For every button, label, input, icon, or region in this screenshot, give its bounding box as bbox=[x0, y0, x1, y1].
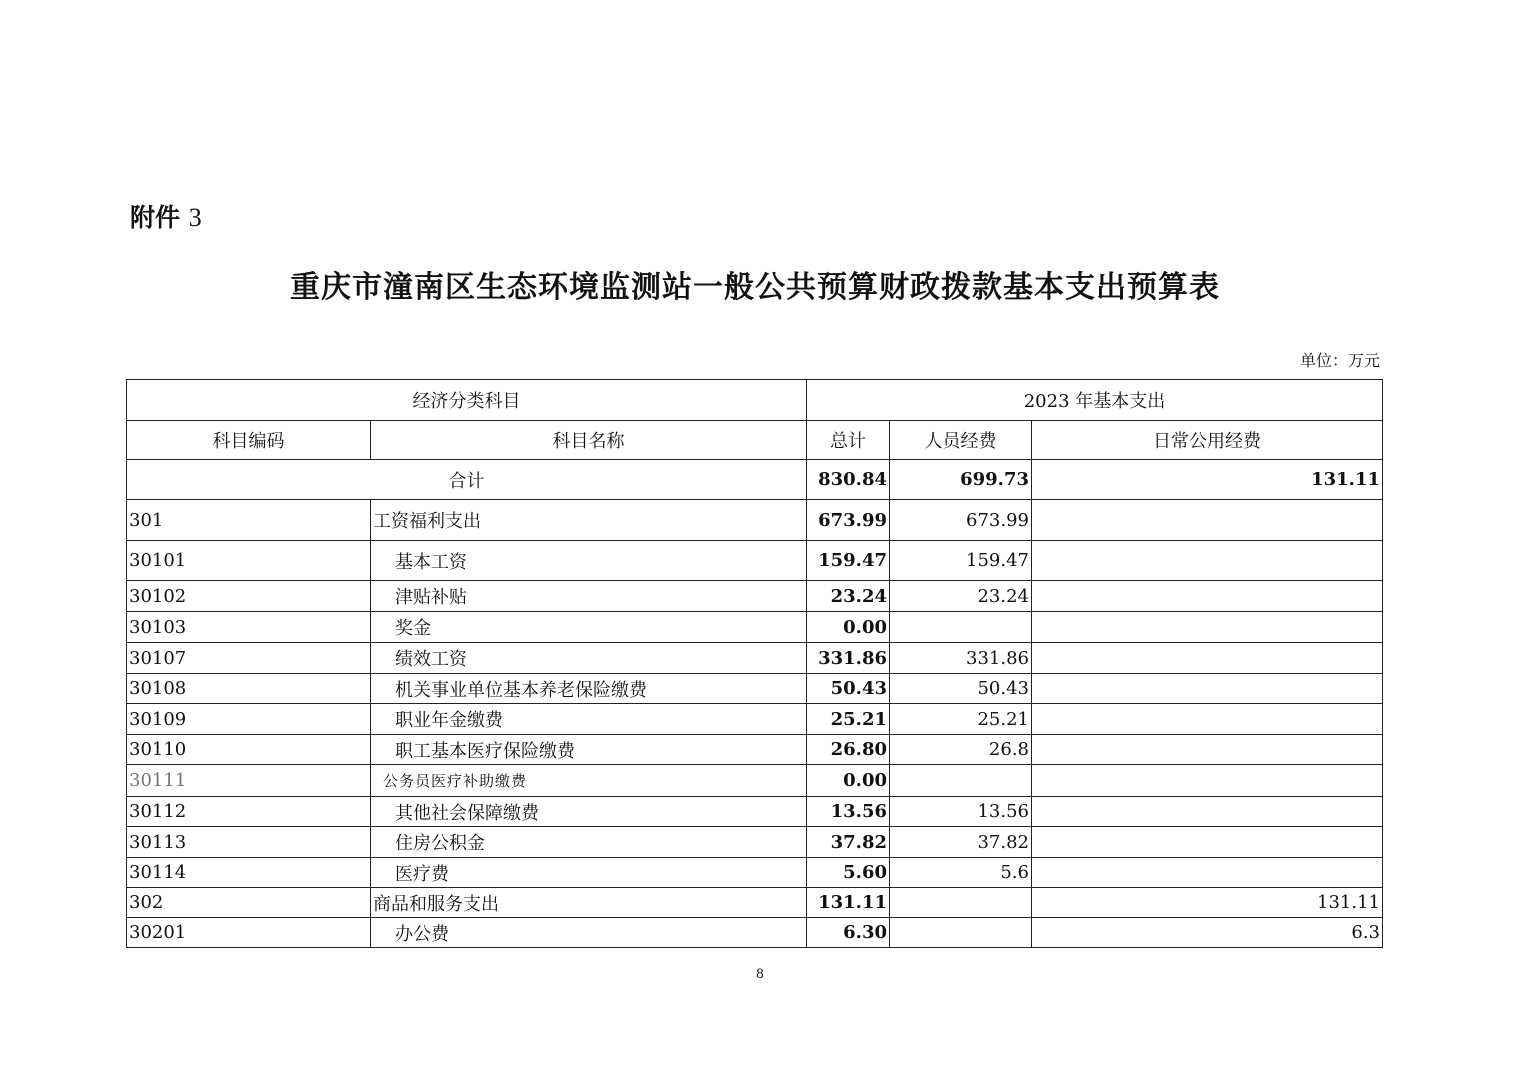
row-code: 30112 bbox=[127, 797, 371, 827]
table-row bbox=[127, 674, 1383, 704]
row-personnel: 673.99 bbox=[890, 500, 1032, 541]
row-name: 津贴补贴 bbox=[371, 581, 807, 612]
header-row-columns bbox=[127, 421, 1383, 460]
row-public bbox=[1032, 500, 1383, 541]
row-total: 37.82 bbox=[807, 827, 890, 858]
attachment-label bbox=[130, 198, 202, 234]
unit-label: 单位：万元 bbox=[1299, 351, 1380, 370]
row-total: 159.47 bbox=[807, 541, 890, 581]
header-row-group bbox=[127, 380, 1383, 421]
row-name: 办公费 bbox=[371, 918, 807, 948]
table-row bbox=[127, 827, 1383, 858]
table-row bbox=[127, 918, 1383, 948]
summary-label: 合计 bbox=[127, 460, 807, 500]
summary-public: 131.11 bbox=[1032, 460, 1383, 500]
header-total: 总计 bbox=[807, 421, 890, 460]
row-public bbox=[1032, 541, 1383, 581]
header-public: 日常公用经费 bbox=[1032, 421, 1383, 460]
table-row bbox=[127, 704, 1383, 735]
table-row bbox=[127, 643, 1383, 674]
header-economic-category: 经济分类科目 bbox=[127, 380, 807, 421]
row-public bbox=[1032, 581, 1383, 612]
row-code: 30103 bbox=[127, 612, 371, 643]
row-name: 商品和服务支出 bbox=[371, 888, 807, 918]
row-code: 30109 bbox=[127, 704, 371, 735]
row-code: 30111 bbox=[127, 765, 371, 797]
row-public bbox=[1032, 612, 1383, 643]
row-code: 30110 bbox=[127, 735, 371, 765]
row-personnel: 5.6 bbox=[890, 858, 1032, 888]
row-personnel: 331.86 bbox=[890, 643, 1032, 674]
row-total: 13.56 bbox=[807, 797, 890, 827]
row-public bbox=[1032, 643, 1383, 674]
table-row bbox=[127, 581, 1383, 612]
row-name: 机关事业单位基本养老保险缴费 bbox=[371, 674, 807, 704]
row-public bbox=[1032, 704, 1383, 735]
table-row bbox=[127, 541, 1383, 581]
row-public bbox=[1032, 858, 1383, 888]
table-row bbox=[127, 888, 1383, 918]
row-public bbox=[1032, 827, 1383, 858]
row-code: 30114 bbox=[127, 858, 371, 888]
summary-personnel: 699.73 bbox=[890, 460, 1032, 500]
row-public: 131.11 bbox=[1032, 888, 1383, 918]
row-public bbox=[1032, 735, 1383, 765]
row-personnel: 50.43 bbox=[890, 674, 1032, 704]
table-row bbox=[127, 858, 1383, 888]
table-row bbox=[127, 735, 1383, 765]
row-total: 0.00 bbox=[807, 612, 890, 643]
row-personnel bbox=[890, 918, 1032, 948]
header-code: 科目编码 bbox=[127, 421, 371, 460]
row-code: 30113 bbox=[127, 827, 371, 858]
row-code: 30101 bbox=[127, 541, 371, 581]
row-name: 住房公积金 bbox=[371, 827, 807, 858]
page-number: 8 bbox=[756, 966, 764, 982]
budget-table bbox=[126, 379, 1383, 948]
table-row bbox=[127, 797, 1383, 827]
row-personnel: 25.21 bbox=[890, 704, 1032, 735]
header-personnel: 人员经费 bbox=[890, 421, 1032, 460]
row-total: 131.11 bbox=[807, 888, 890, 918]
row-total: 26.80 bbox=[807, 735, 890, 765]
row-public: 6.3 bbox=[1032, 918, 1383, 948]
attachment-text: 附件 bbox=[130, 203, 181, 232]
row-total: 5.60 bbox=[807, 858, 890, 888]
table-row bbox=[127, 612, 1383, 643]
row-total: 6.30 bbox=[807, 918, 890, 948]
row-personnel bbox=[890, 765, 1032, 797]
row-personnel: 26.8 bbox=[890, 735, 1032, 765]
row-name: 职业年金缴费 bbox=[371, 704, 807, 735]
row-public bbox=[1032, 765, 1383, 797]
row-name: 其他社会保障缴费 bbox=[371, 797, 807, 827]
attachment-number: 3 bbox=[188, 203, 202, 232]
row-name: 绩效工资 bbox=[371, 643, 807, 674]
row-code: 30201 bbox=[127, 918, 371, 948]
summary-total: 830.84 bbox=[807, 460, 890, 500]
row-code: 30107 bbox=[127, 643, 371, 674]
header-basic-expenditure: 2023 年基本支出 bbox=[807, 380, 1383, 421]
row-code: 30108 bbox=[127, 674, 371, 704]
row-personnel: 13.56 bbox=[890, 797, 1032, 827]
row-public bbox=[1032, 797, 1383, 827]
row-personnel: 23.24 bbox=[890, 581, 1032, 612]
row-total: 0.00 bbox=[807, 765, 890, 797]
row-name: 基本工资 bbox=[371, 541, 807, 581]
row-name: 公务员医疗补助缴费 bbox=[371, 765, 807, 797]
table-row bbox=[127, 765, 1383, 797]
row-total: 50.43 bbox=[807, 674, 890, 704]
table-row bbox=[127, 500, 1383, 541]
row-name: 医疗费 bbox=[371, 858, 807, 888]
row-total: 23.24 bbox=[807, 581, 890, 612]
row-code: 302 bbox=[127, 888, 371, 918]
row-personnel bbox=[890, 888, 1032, 918]
row-total: 25.21 bbox=[807, 704, 890, 735]
row-personnel: 37.82 bbox=[890, 827, 1032, 858]
row-total: 331.86 bbox=[807, 643, 890, 674]
row-public bbox=[1032, 674, 1383, 704]
row-personnel bbox=[890, 612, 1032, 643]
row-name: 工资福利支出 bbox=[371, 500, 807, 541]
row-code: 301 bbox=[127, 500, 371, 541]
summary-row bbox=[127, 460, 1383, 500]
row-code: 30102 bbox=[127, 581, 371, 612]
row-name: 职工基本医疗保险缴费 bbox=[371, 735, 807, 765]
document-title: 重庆市潼南区生态环境监测站一般公共预算财政拨款基本支出预算表 bbox=[290, 270, 1220, 305]
header-name: 科目名称 bbox=[371, 421, 807, 460]
row-name: 奖金 bbox=[371, 612, 807, 643]
row-personnel: 159.47 bbox=[890, 541, 1032, 581]
row-total: 673.99 bbox=[807, 500, 890, 541]
